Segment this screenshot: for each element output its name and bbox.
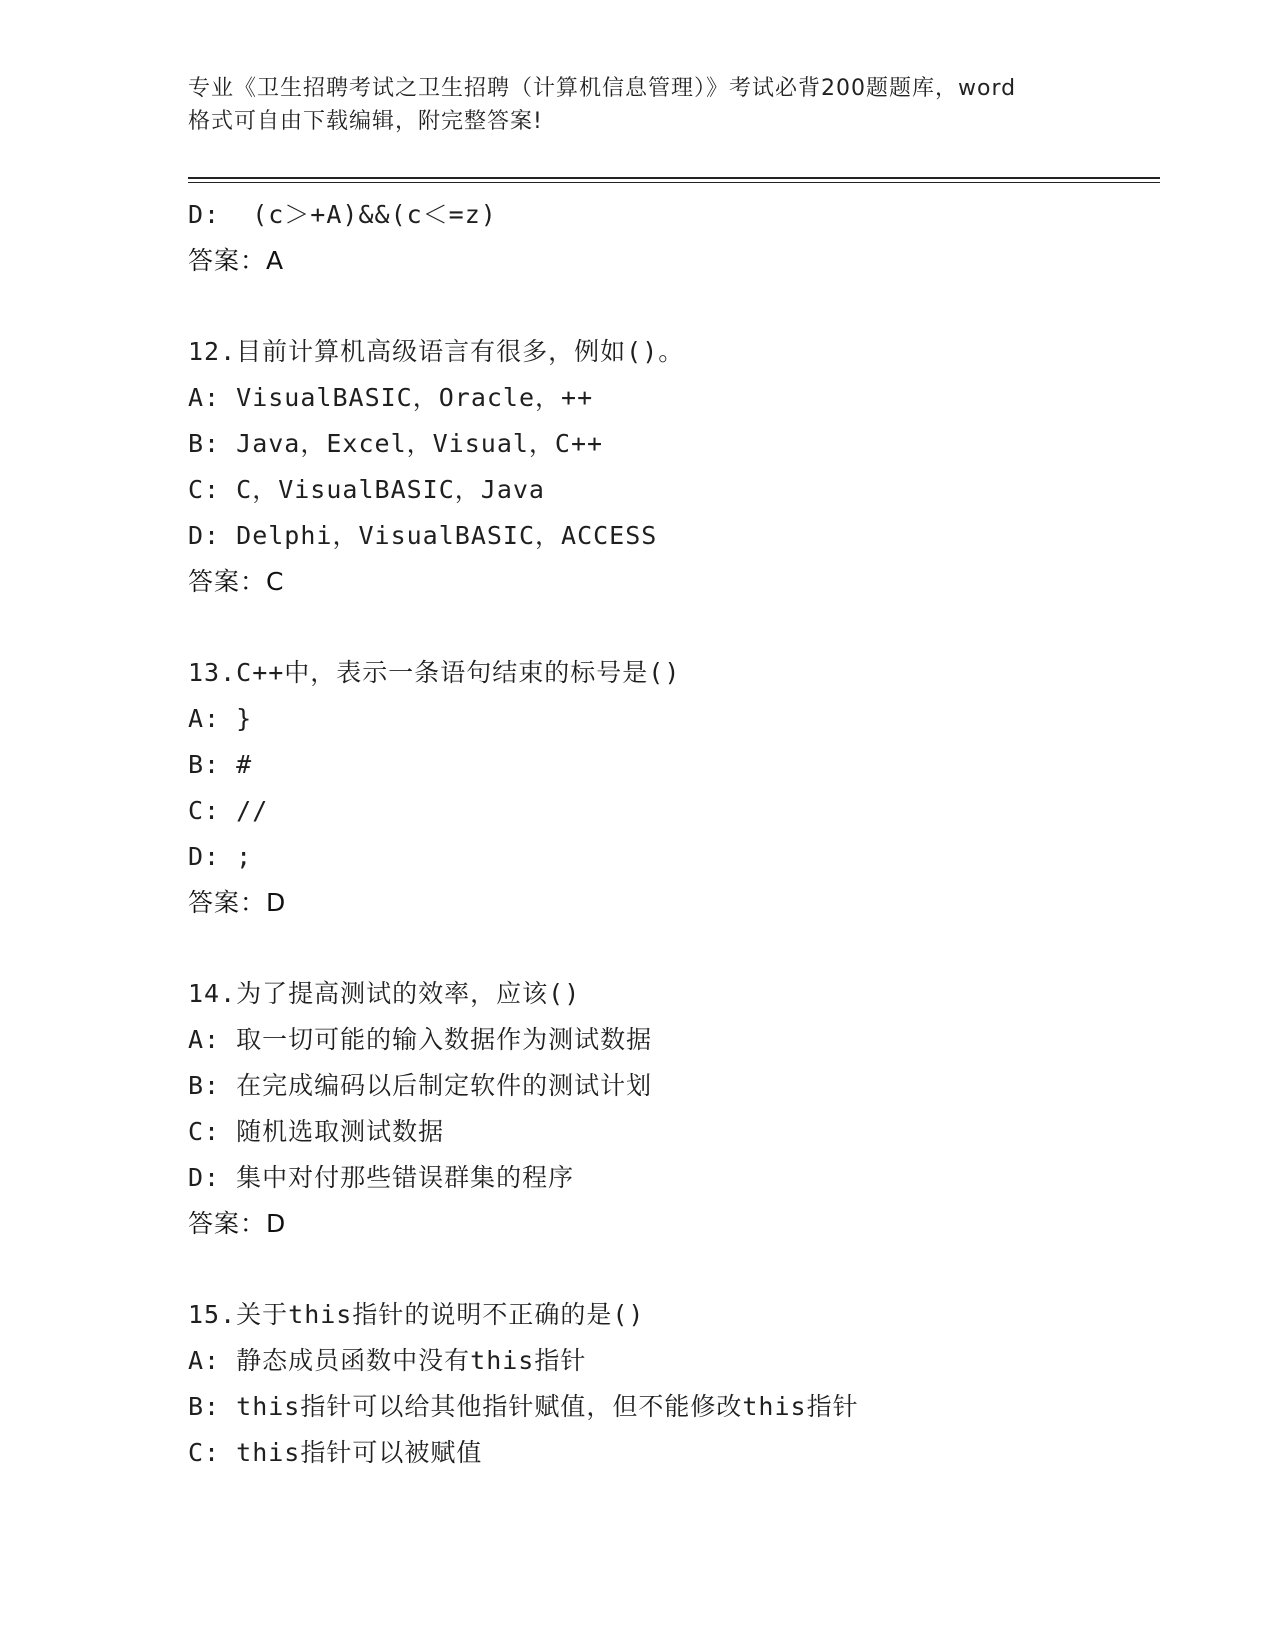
option-d: D: 集中对付那些错误群集的程序 (188, 1163, 575, 1192)
option-d: D: ; (188, 842, 253, 871)
question-gap (188, 926, 1148, 971)
document-header (188, 72, 1088, 138)
question-12 (188, 329, 1148, 605)
question-15 (188, 1292, 1148, 1476)
question-gap (188, 284, 1148, 329)
question-stem: 12.目前计算机高级语言有很多，例如()。 (188, 337, 685, 366)
option-d: D: (c＞+A)&&(c＜=z) (188, 200, 497, 229)
answer-label: 答案：C (188, 567, 285, 596)
answer-label: 答案：A (188, 246, 285, 275)
option-a: A: 静态成员函数中没有this指针 (188, 1346, 587, 1375)
answer-label: 答案：D (188, 888, 287, 917)
option-b: B: # (188, 750, 253, 779)
option-c: C: // (188, 796, 269, 825)
option-a: A: 取一切可能的输入数据作为测试数据 (188, 1025, 653, 1054)
option-d: D: Delphi，VisualBASIC，ACCESS (188, 521, 658, 550)
question-gap (188, 1247, 1148, 1292)
option-a: A: } (188, 704, 253, 733)
header-divider-thin (188, 182, 1160, 183)
option-c: C: 随机选取测试数据 (188, 1117, 445, 1146)
question-gap (188, 605, 1148, 650)
question-list (188, 192, 1148, 1476)
option-b: B: 在完成编码以后制定软件的测试计划 (188, 1071, 653, 1100)
question-stem: 13.C++中，表示一条语句结束的标号是() (188, 658, 681, 687)
question-14 (188, 971, 1148, 1247)
option-b: B: Java，Excel，Visual，C++ (188, 429, 604, 458)
question-11-fragment (188, 192, 1148, 284)
question-stem: 14.为了提高测试的效率，应该() (188, 979, 581, 1008)
question-stem: 15.关于this指针的说明不正确的是() (188, 1300, 645, 1329)
question-13 (188, 650, 1148, 926)
option-a: A: VisualBASIC，Oracle，++ (188, 383, 594, 412)
option-b: B: this指针可以给其他指针赋值，但不能修改this指针 (188, 1392, 859, 1421)
option-c: C: this指针可以被赋值 (188, 1438, 483, 1467)
header-divider-thick (188, 177, 1160, 179)
answer-label: 答案：D (188, 1209, 287, 1238)
header-line-1: 专业《卫生招聘考试之卫生招聘（计算机信息管理）》考试必背200题题库，word (188, 76, 1017, 101)
option-c: C: C，VisualBASIC，Java (188, 475, 545, 504)
header-line-2: 格式可自由下载编辑，附完整答案! (188, 109, 543, 134)
